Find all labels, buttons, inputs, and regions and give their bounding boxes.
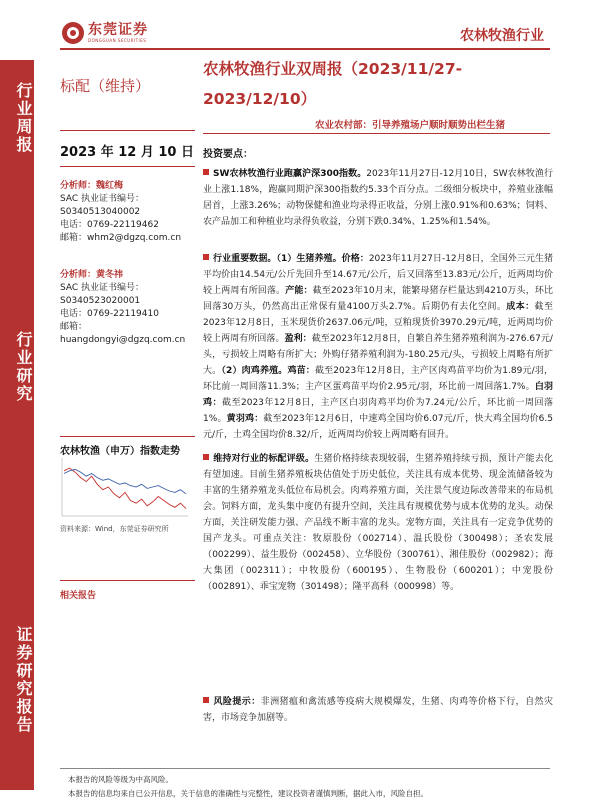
analyst-cert-no: S0340523020001 <box>60 296 141 306</box>
analyst-name: 分析师：魏红梅 <box>60 181 124 191</box>
bullet-icon <box>203 254 209 260</box>
report-title: 农林牧渔行业双周报（2023/11/27-2023/12/10） <box>203 60 463 108</box>
key-points-heading: 投资要点： <box>203 149 253 160</box>
rating: 标配（维持） <box>60 77 151 95</box>
report-date: 2023 年 12 月 10 日 <box>60 145 194 160</box>
analyst-card-2 <box>60 269 200 347</box>
side-label-weekly: 行业周报 <box>14 82 33 154</box>
logo-name-cn: 东莞证券 <box>88 22 148 38</box>
divider <box>60 166 195 167</box>
analyst-cert-label: SAC 执业证书编号： <box>60 283 145 293</box>
chart-source: 资料来源：Wind，东莞证券研究所 <box>60 525 169 533</box>
analyst-email[interactable]: huangdongyi@dgzq.com.cn <box>60 335 186 345</box>
key-point-rating: 维持对行业的标配评级。生猪价格持续表现较弱，生猪养殖持续亏损，预计产能去化有望加速。目前生猪养殖板块估值处于历史低位，关注具有成本优势、现金流储备较为丰富的生猪养殖龙头低位布局机会。肉鸡养殖方面，关注景气度边际改善带来的布局机会。饲料方面，龙头集中度仍有提升空间，关注具有规模优势与成本优势的龙头。动保方面，关注研发能力强、产品线不断丰富的龙头。宠物方面，关注具有一定竞争优势的国产龙头。可重点关注：牧原股份（002714）、温氏股份（300498）；圣农发展（002299）、益生股份（002458）、立华股份（300761）、湘佳股份（002982）；海大集团（002311）；中牧股份（600195）、生物股份（600201）；中宠股份（002891）、乖宝宠物（301498）；隆平高科（000998）等。 <box>203 454 553 592</box>
key-point-performance: SW农林牧渔行业跑赢沪深300指数。2023年11月27日-12月10日，SW农林牧渔行业上涨1.18%，跑赢同期沪深300指数约5.33个百分点。二级细分板块中，养殖业涨幅居首，上涨3.26%；动物保健和渔业均录得正收益，分别上涨0.91%和0.63%；饲料、农产品加工和种植业均录得负收益，分别下跌0.34%、1.25%和1.54%。 <box>203 169 553 227</box>
series-line-csi300 <box>64 469 186 493</box>
footer-divider <box>60 768 550 769</box>
bullet-icon <box>203 169 209 175</box>
related-reports-heading: 相关报告 <box>60 591 97 601</box>
bullet-icon <box>203 454 209 460</box>
key-point-risk: 风险提示：非洲猪瘟和禽流感等疫病大规模爆发，生猪、肉鸡等价格下行，自然灾害，市场竞争加剧等。 <box>203 697 553 723</box>
analyst-phone: 电话：0769-22119462 <box>60 220 159 230</box>
analyst-card-1 <box>60 180 200 245</box>
divider <box>60 580 195 581</box>
bullet-icon <box>203 697 209 703</box>
side-label-report: 证券研究报告 <box>14 626 33 734</box>
analyst-phone: 电话：0769-22119410 <box>60 309 159 319</box>
analyst-email-label: 邮箱： <box>60 322 88 332</box>
index-trend-chart <box>60 456 190 518</box>
industry-label: 农林牧渔行业 <box>460 28 544 44</box>
logo-name-en: DONGGUAN SECURITIES <box>88 38 147 43</box>
analyst-name: 分析师：黄冬祎 <box>60 270 124 280</box>
series-line-agriculture <box>64 468 186 509</box>
divider <box>60 436 195 437</box>
header-divider <box>60 48 550 50</box>
analyst-cert-label: SAC 执业证书编号： <box>60 194 145 204</box>
footer-risk-level: 本报告的风险等级为中高风险。 <box>68 775 173 784</box>
footer-disclaimer: 本报告的信息均来自已公开信息，关于信息的准确性与完整性，建议投资者谨慎判断，据此入市，风险自担。 <box>68 789 428 798</box>
side-label-research: 行业研究 <box>14 331 33 403</box>
divider <box>60 130 195 131</box>
analyst-cert-no: S0340513040002 <box>60 207 141 217</box>
company-logo <box>62 22 148 44</box>
report-subtitle: 农业农村部：引导养殖场户顺时顺势出栏生猪 <box>315 120 506 131</box>
analyst-email[interactable]: 邮箱：whm2@dgzq.com.cn <box>60 233 182 243</box>
chart-title: 农林牧渔（申万）指数走势 <box>60 446 180 457</box>
key-point-industry-data: 行业重要数据。（1）生猪养殖。价格：2023年11月27日-12月8日，全国外三元生猪平均价由14.54元/公斤先回升至14.67元/公斤，后又回落至13.83元/公斤，近两周均价较上两周有所回落。产能：截至2023年10月末，能繁母猪存栏量达到4210万头，环比回落30万头，仍然高出正常保有量4100万头2.7%。后期仍有去化空间。成本：截至2023年12月8日，玉米现货价2637.06元/吨，豆粕现货价3970.29元/吨，近两周均价较上两周有所回落。盈利：截至2023年12月8日，自繁自养生猪养殖利润为-276.67元/头，亏损较上周略有所扩大；外购仔猪养殖利润为-180.25元/头，亏损较上周略有所扩大。（2）肉鸡养殖。鸡苗：截至2023年12月8日，主产区肉鸡苗平均价为1.89元/羽，环比前一周回落11.3%；主产区蛋鸡苗平均价2.95元/羽，环比前一周回落1.7%。白羽鸡：截至2023年12月8日，主产区白羽肉鸡平均价为7.24元/公斤，环比前一周回落1%。黄羽鸡：截至2023年12月6日，中速鸡全国均价6.07元/斤，快大鸡全国均价6.5元/斤，土鸡全国均价8.32/斤，近两周均价较上两周略有回升。 <box>203 254 553 440</box>
logo-emblem-icon <box>62 22 84 44</box>
divider <box>203 133 550 134</box>
